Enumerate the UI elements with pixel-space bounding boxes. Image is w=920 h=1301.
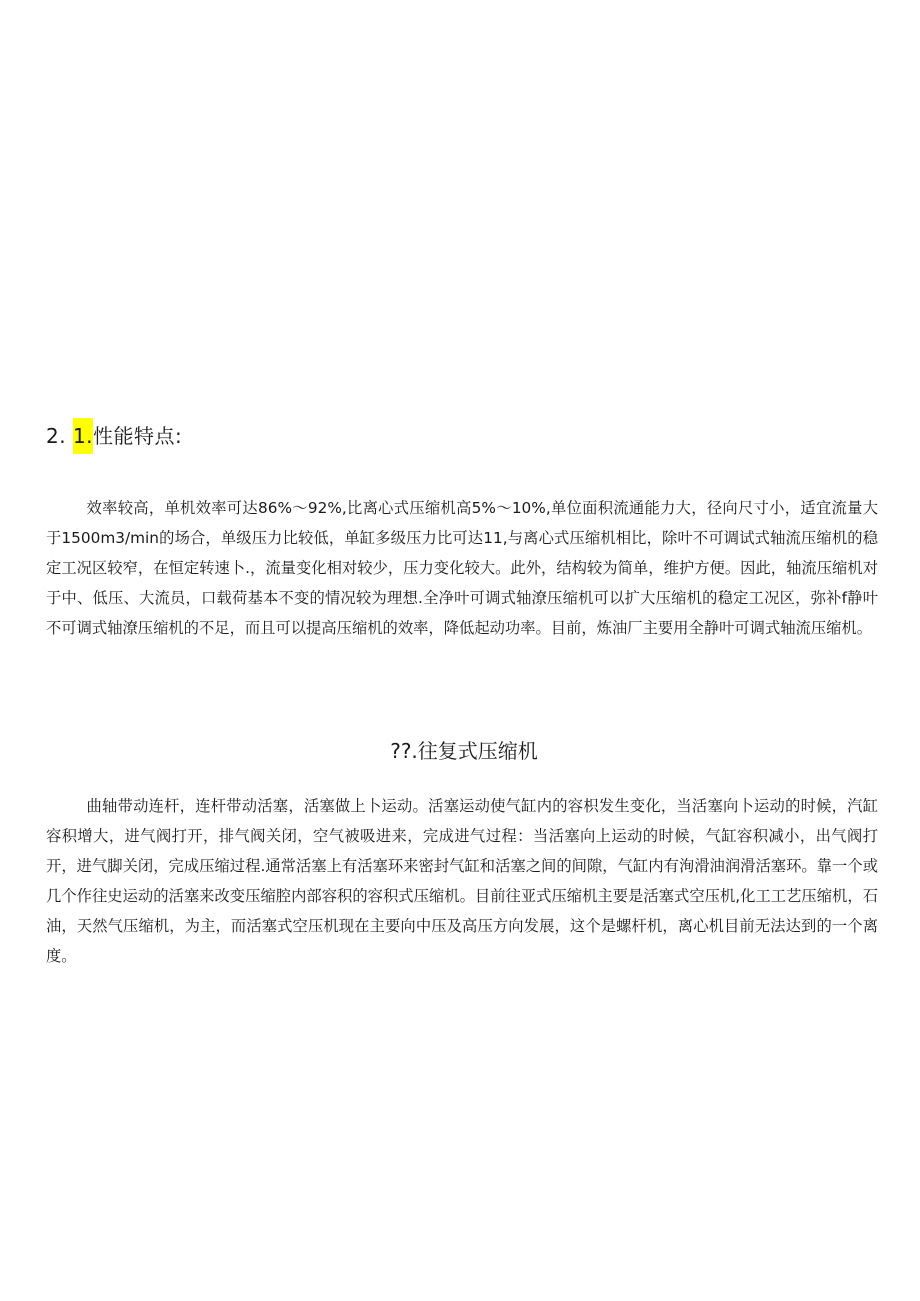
subsection-heading	[0, 735, 920, 767]
section-number-prefix: 2.	[46, 424, 73, 448]
reciprocating-paragraph: 曲轴带动连杆，连杆带动活塞，活塞做上卜运动。活塞运动使气缸内的容枳发生变化，当活塞向卜运动的时候，汽缸容积增大，进气阀打开，排气阀关闭，空气被吸进来，完成进气过程：当活塞向上运动的时候，气缸容积减小，出气阀打开，进气脚关闭，完成压缩过程.通常活塞上有活塞环来密封气缸和活塞之间的间隙，气缸内有洵滑油润滑活塞环。靠一个或几个作往史运动的活塞来改变压缩腔内部容积的容积式压缩机。目前往亚式压缩机主要是活塞式空压机,化工工艺压缩机，石油，天然气压缩机，为主，而活塞式空压机现在主要向中压及高压方向发展，这个是螺杆机，离心机目前无法达到的一个离度。	[46, 797, 878, 965]
performance-paragraph: 效率较高，单机效率可达86%〜92%,比离心式压缩机高5%〜10%,单位面积流通能力大，径向尺寸小，适宜流量大于1500m3/min的场合，单级压力比较低，单缸多级压力比可达11,与离心式压缩机相比，除叶不可调试式轴流压缩机的稳定工况区较窄，在恒定转速卜.，流量变化相对较少，压力变化较大。此外，结构较为简单，维护方便。因此，轴流压缩机对于中、低压、大流员，口载荷基本不变的情况较为理想.全净叶可调式轴潦压缩机可以扩大压缩机的稳定工况区，弥补f静叶不可调式轴潦压缩机的不足，而且可以提高压缩机的效率，降低起动功率。目前，炼油厂主要用全静叶可调式轴流压缩机。	[46, 499, 878, 637]
section-number-highlight: 1.	[73, 418, 93, 454]
subsection-title: ??.往复式压缩机	[390, 739, 538, 763]
section-title: 性能特点:	[93, 424, 183, 448]
section-heading	[46, 418, 182, 454]
